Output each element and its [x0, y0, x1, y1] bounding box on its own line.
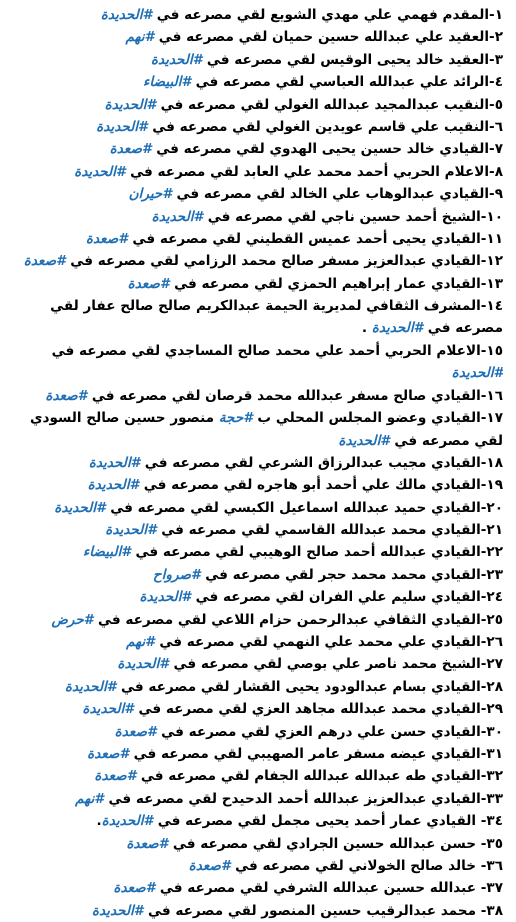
hashtag-link[interactable]: #الحديدة: [101, 813, 153, 830]
list-item: ٣٨- محمد عبدالرقيب حسين المنصور لقي مصرعه في #الحديدة: [91, 902, 503, 919]
list-item: ٣٤- القيادي عمار أحمد يحيى مجمل لقي مصرعه في #الحديدة.: [96, 813, 503, 830]
hashtag-link[interactable]: #الحديدة: [139, 589, 191, 606]
list-item: ١٥-الاعلام الحربي أحمد علي محمد صالح المساجدي لقي مصرعه في #الحديدة: [51, 342, 503, 382]
hashtag-link[interactable]: #نهم: [126, 634, 155, 651]
list-item: ١٦-القيادي صالح مسفر عبدالله محمد قرصان لقي مصرعه في #صعدة: [45, 387, 503, 404]
hashtag-link[interactable]: #الحديدة: [105, 522, 157, 539]
list-item: ٢-العقيد علي عبدالله حسين حميان لقي مصرعه في #نهم: [125, 29, 503, 46]
hashtag-link[interactable]: #الحديدة: [88, 454, 141, 471]
hashtag-link[interactable]: #صعدة: [87, 745, 129, 762]
list-item: ٢٠-القيادي حميد عبدالله اسماعيل الكبسي لقي مصرعه في #الحديدة: [54, 499, 503, 516]
list-item: ٣٥- حسن عبدالله حسين الجرادي لقي مصرعه في #صعدة: [126, 835, 503, 852]
list-item: ٢٥-القيادي الثقافي عبدالرحمن حزام اللاعي لقي مصرعه في #حرض: [51, 611, 503, 628]
list-item: ٢١-القيادي محمد عبدالله القاسمي لقي مصرعه في #الحديدة: [105, 522, 503, 539]
hashtag-link[interactable]: #نهم: [75, 790, 104, 807]
hashtag-link[interactable]: #حيران: [128, 186, 172, 203]
list-item: ١١-القيادي يحيى أحمد عميس القطيني لقي مصرعه في #صعدة: [85, 230, 503, 247]
hashtag-link[interactable]: #الحديدة: [371, 320, 424, 337]
hashtag-link[interactable]: #الحديدة: [151, 208, 203, 225]
list-item: ٢٢-القيادي عبدالله أحمد صالح الوهيبي لقي مصرعه في #البيضاء: [82, 544, 503, 561]
hashtag-link[interactable]: #الحديدة: [96, 118, 148, 135]
hashtag-link[interactable]: #صعدة: [45, 387, 88, 404]
hashtag-link[interactable]: #صعدة: [109, 141, 152, 158]
list-item: ٣٦- خالد صالح الخولاني لقي مصرعه في #صعدة: [188, 857, 503, 874]
hashtag-link[interactable]: #حرض: [51, 611, 94, 628]
list-item: ٣٧- عبدالله حسين عبدالله الشرفي لقي مصرعه في #صعدة: [113, 880, 503, 897]
hashtag-link[interactable]: #البيضاء: [82, 544, 131, 561]
list-item: ٣-العقيد خالد يحيى الوقيس لقي مصرعه في #الحديدة: [150, 51, 503, 68]
hashtag-link[interactable]: #الحديدة: [74, 163, 126, 180]
list-item: ٣٢-القيادي طه عبدالله عبدالله الجفام لقي مصرعه في #صعدة: [94, 768, 503, 785]
hashtag-link[interactable]: #نهم: [125, 29, 155, 46]
hashtag-link[interactable]: #الحديدة: [104, 96, 156, 113]
list-item: ٢٤-القيادي سليم علي الفران لقي مصرعه في #الحديدة: [139, 589, 503, 606]
hashtag-link[interactable]: #الحديدة: [117, 656, 169, 673]
hashtag-link[interactable]: #الحديدة: [87, 477, 140, 494]
hashtag-link[interactable]: #صعدة: [23, 253, 66, 270]
list-item: ٢٣-القيادي محمد محمد حجر لقي مصرعه في #صرواح: [152, 566, 503, 583]
list-item: ٢٦-القيادي علي محمد علي النهمي لقي مصرعه في #نهم: [126, 634, 503, 651]
list-item: ٦-النقيب علي قاسم عويدين الغولي لقي مصرعه في #الحديدة: [96, 118, 503, 135]
hashtag-link[interactable]: #الحديدة: [64, 678, 117, 695]
list-item: ١٤-المشرف الثقافي لمديرية الحيمة عبدالكريم صالح صالح عفار لقي مصرعه في #الحديدة .: [50, 298, 503, 337]
hashtag-link[interactable]: #الحديدة: [91, 902, 144, 919]
hashtag-link[interactable]: #الحديدة: [100, 7, 153, 23]
hashtag-link[interactable]: #البيضاء: [143, 74, 191, 91]
list-item: ٣٣-القيادي عبدالعزيز عبدالله أحمد الدحيدح لقي مصرعه في #نهم: [75, 790, 503, 807]
hashtag-link[interactable]: #صعدة: [114, 723, 157, 740]
hashtag-link[interactable]: #صعدة: [126, 835, 169, 852]
list-item: ٨-الاعلام الحربي أحمد محمد علي العابد لقي مصرعه في #الحديدة: [74, 163, 503, 180]
list-item: ٣٠-القيادي حسن علي درهم العزي لقي مصرعه في #صعدة: [114, 723, 503, 740]
hashtag-link[interactable]: #صعدة: [188, 857, 231, 874]
hashtag-link[interactable]: #الحديدة: [54, 499, 106, 516]
list-item: ١٢-القيادي عبدالعزيز مسفر صالح محمد الرزامي لقي مصرعه في #صعدة: [23, 253, 503, 270]
hashtag-link[interactable]: #صرواح: [152, 566, 201, 583]
hashtag-link[interactable]: #الحديدة: [451, 365, 503, 382]
list-item: ٩-القيادي عبدالوهاب علي الخالد لقي مصرعه في #حيران: [128, 186, 503, 203]
list-item: ٥-النقيب عبدالمجيد عبدالله الغولي لقي مصرعه في #الحديدة: [104, 96, 503, 113]
list-item: ٧-القيادي خالد حسين يحيى الهدوي لقي مصرعه في #صعدة: [109, 141, 503, 158]
list-item: ١٠-الشيخ أحمد حسين ناجي لقي مصرعه في #الحديدة: [151, 208, 503, 225]
hashtag-link[interactable]: #صعدة: [94, 768, 137, 785]
hashtag-link[interactable]: #صعدة: [113, 880, 156, 897]
list-item: ١٣-القيادي عمار إبراهيم الحمزي لقي مصرعه في #صعدة: [127, 275, 503, 292]
list-item: ١٧-القيادي وعضو المجلس المحلي ب #حجة منصور حسين صالح السودي لقي مصرعه في #الحديدة: [30, 410, 503, 449]
hashtag-link[interactable]: #صعدة: [127, 275, 170, 292]
list-item: ١٩-القيادي مالك علي أحمد أبو هاجره لقي مصرعه في #الحديدة: [87, 477, 503, 494]
hashtag-link[interactable]: #الحديدة: [150, 51, 203, 68]
list-item: ٤-الرائد علي عبدالله العباسي لقي مصرعه في #البيضاء: [143, 74, 503, 91]
list-item: ٢٨-القيادي بسام عبدالودود يحيى القشار لقي مصرعه في #الحديدة: [64, 678, 503, 695]
list-item: ١-المقدم فهمي علي مهدي الشويع لقي مصرعه في #الحديدة: [100, 7, 503, 23]
hashtag-link[interactable]: #حجة: [218, 410, 253, 427]
list-item: ٢٩-القيادي محمد عبدالله مجاهد العزي لقي مصرعه في #الحديدة: [82, 701, 503, 718]
list-item: ٣١-القيادي عيضه مسفر عامر الصهيبي لقي مصرعه في #صعدة: [87, 745, 503, 762]
list-item: ١٨-القيادي مجيب عبدالرزاق الشرعي لقي مصرعه في #الحديدة: [88, 454, 503, 471]
hashtag-link[interactable]: #الحديدة: [338, 432, 390, 449]
hashtag-link[interactable]: #الحديدة: [82, 701, 134, 718]
list-item: ٢٧-الشيخ محمد ناصر علي بوصي لقي مصرعه في #الحديدة: [117, 656, 503, 673]
hashtag-link[interactable]: #صعدة: [85, 230, 128, 247]
